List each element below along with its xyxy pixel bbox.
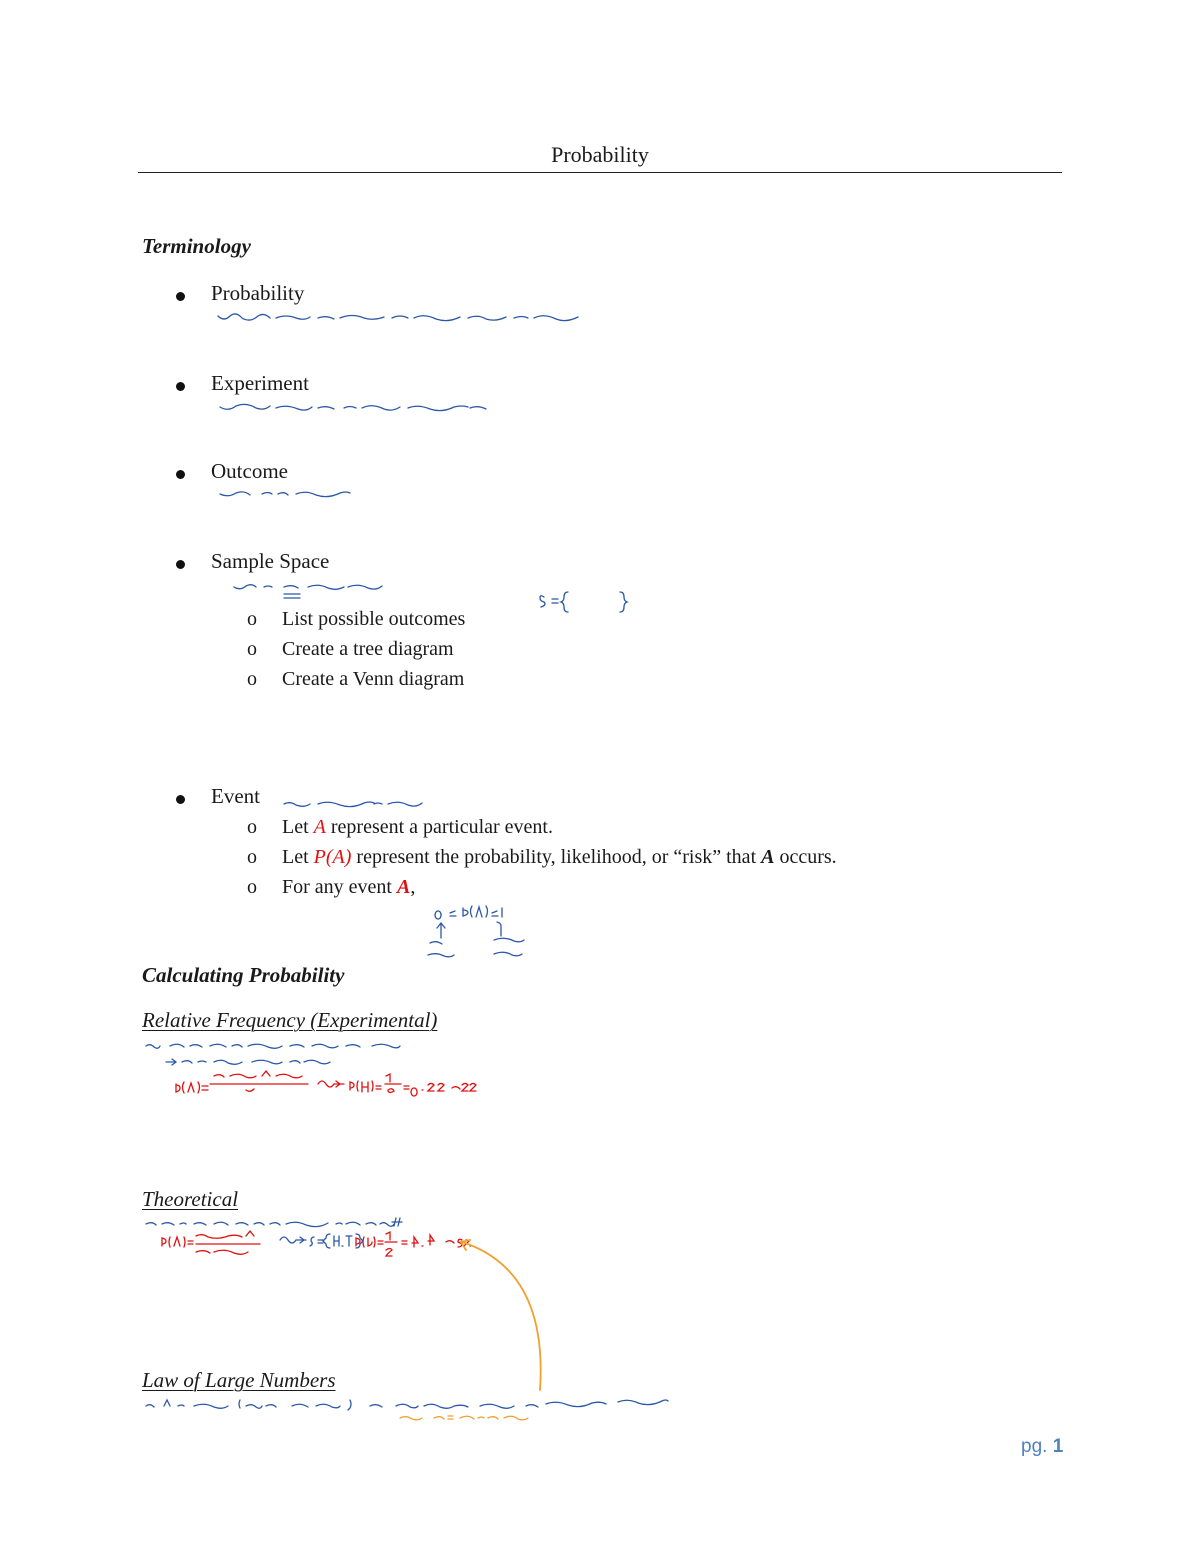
calculating-heading: Calculating Probability bbox=[142, 963, 345, 987]
handwritten-note-sample-space bbox=[234, 585, 382, 590]
terminology-heading: Terminology bbox=[142, 234, 251, 258]
label-zero-annotation bbox=[428, 942, 454, 957]
handwritten-note-probability bbox=[218, 314, 578, 321]
bullet-icon bbox=[176, 560, 185, 569]
handwritten-note-outcome bbox=[220, 492, 350, 497]
term-event: Event bbox=[211, 784, 260, 808]
bullet-icon bbox=[176, 795, 185, 804]
arrow-up-zero bbox=[437, 923, 445, 938]
curve-up-one bbox=[497, 922, 501, 936]
bullet-icon bbox=[176, 382, 185, 391]
probability-bounds-inequality bbox=[435, 906, 502, 919]
term-experiment: Experiment bbox=[211, 371, 309, 395]
sample-space-method-list: List possible outcomes bbox=[282, 608, 466, 630]
handwritten-relative-frequency-example bbox=[146, 1044, 400, 1065]
header-divider bbox=[138, 172, 1062, 173]
term-probability: Probability bbox=[211, 281, 305, 305]
handwritten-theoretical-formula bbox=[162, 1231, 471, 1256]
sample-space-set-notation bbox=[540, 592, 627, 612]
theoretical-heading: Theoretical bbox=[142, 1187, 239, 1211]
sub-bullet-icon: o bbox=[247, 876, 257, 898]
event-any-line: For any event A, bbox=[282, 876, 416, 898]
sub-bullet-icon: o bbox=[247, 668, 257, 690]
handwritten-note-event bbox=[284, 802, 422, 807]
event-probability-line: Let P(A) represent the probability, likelihood, or “risk” that A occurs. bbox=[282, 846, 837, 868]
handwritten-sample-space-coin bbox=[280, 1234, 363, 1248]
sub-bullet-icon: o bbox=[247, 846, 257, 868]
bullet-icon bbox=[176, 292, 185, 301]
handwritten-law-of-large-numbers-orange-note bbox=[400, 1416, 528, 1420]
handwritten-relative-frequency-formula bbox=[176, 1071, 476, 1096]
event-definition-line: Let A represent a particular event. bbox=[282, 816, 553, 838]
sample-space-method-tree: Create a tree diagram bbox=[282, 638, 454, 660]
sample-space-method-venn: Create a Venn diagram bbox=[282, 668, 465, 690]
term-outcome: Outcome bbox=[211, 459, 288, 483]
sub-bullet-icon: o bbox=[247, 638, 257, 660]
sub-bullet-icon: o bbox=[247, 608, 257, 630]
page-number: pg. 1 bbox=[1021, 1436, 1064, 1457]
handwritten-law-of-large-numbers-note bbox=[146, 1400, 668, 1410]
term-sample-space: Sample Space bbox=[211, 549, 330, 573]
underline-all bbox=[284, 594, 300, 598]
connecting-arrow bbox=[461, 1240, 541, 1390]
page-title: Probability bbox=[551, 142, 649, 167]
relative-frequency-heading: Relative Frequency (Experimental) bbox=[142, 1008, 438, 1032]
sub-bullet-icon: o bbox=[247, 816, 257, 838]
handwritten-theoretical-example bbox=[146, 1218, 402, 1227]
handwritten-note-experiment bbox=[220, 404, 486, 410]
law-of-large-numbers-heading: Law of Large Numbers bbox=[142, 1368, 336, 1392]
label-one-annotation bbox=[494, 938, 524, 956]
bullet-icon bbox=[176, 470, 185, 479]
